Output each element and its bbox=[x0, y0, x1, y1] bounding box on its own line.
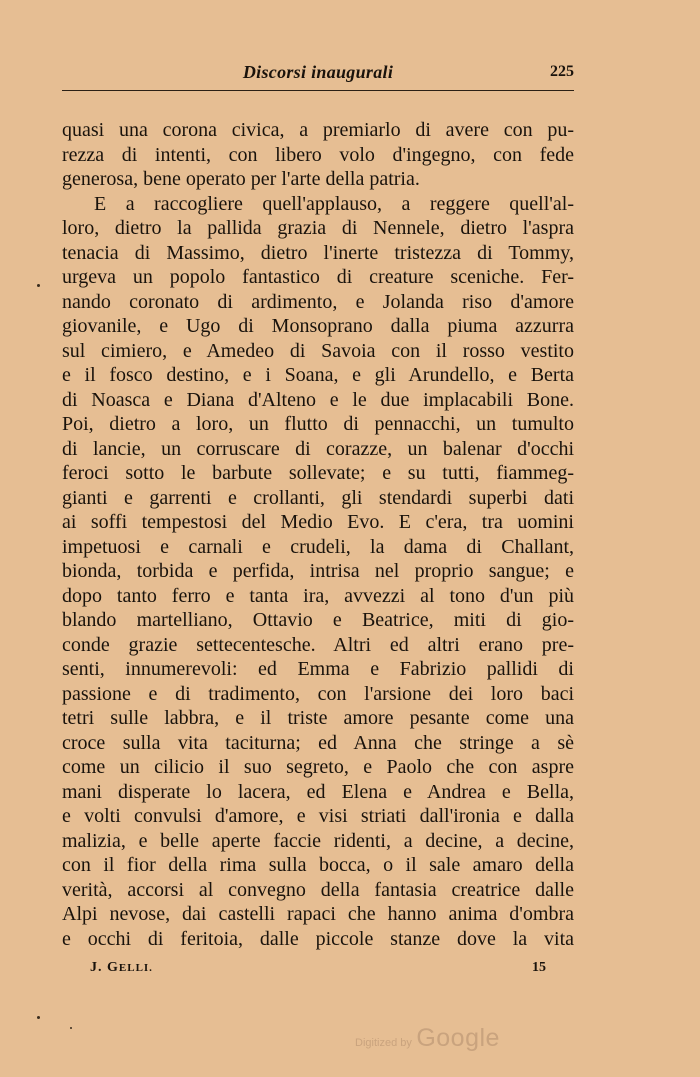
text-line: quasi una corona civica, a premiarlo di avere con pu- bbox=[62, 119, 574, 141]
text-line: passione e di tradimento, con l'arsione dei loro baci bbox=[62, 682, 574, 705]
text-line: e occhi di feritoia, dalle piccole stanze dove la vita bbox=[62, 927, 574, 950]
margin-dot bbox=[37, 1016, 40, 1019]
text-line: ai soffi tempestosi del Medio Evo. E c'era, tra uomini bbox=[62, 511, 574, 533]
text-line: gianti e garrenti e crollanti, gli stendardi superbi dati bbox=[62, 486, 574, 509]
digitized-watermark bbox=[355, 1024, 500, 1053]
text-line: sul cimiero, e Amedeo di Savoia con il rosso vestito bbox=[62, 339, 574, 362]
google-logo: Google bbox=[416, 1024, 500, 1052]
text-line: croce sulla vita taciturna; ed Anna che stringe a sè bbox=[62, 731, 574, 754]
text-line: tenacia di Massimo, dietro l'inerte tristezza di Tommy, bbox=[62, 241, 574, 264]
signature-mark: 15 bbox=[532, 960, 546, 975]
text-line: rezza di intenti, con libero volo d'ingegno, con fede bbox=[62, 143, 574, 166]
text-line: e volti convulsi d'amore, e visi striati dall'ironia e dalla bbox=[62, 805, 574, 827]
text-line: con il fior della rima sulla bocca, o il sale amaro della bbox=[62, 854, 574, 876]
text-line: Poi, dietro a loro, un flutto di pennacchi, un tumulto bbox=[62, 413, 574, 435]
body-text bbox=[62, 118, 574, 951]
text-line: loro, dietro la pallida grazia di Nennele, dietro l'aspra bbox=[62, 217, 574, 239]
text-line: nando coronato di ardimento, e Jolanda riso d'amore bbox=[62, 290, 574, 313]
text-line: senti, innumerevoli: ed Emma e Fabrizio pallidi di bbox=[62, 658, 574, 680]
text-line: mani disperate lo lacera, ed Elena e Andrea e Bella, bbox=[62, 780, 574, 803]
text-line: impetuosi e carnali e crudeli, la dama di Challant, bbox=[62, 535, 574, 558]
text-line: di Noasca e Diana d'Alteno e le due implacabili Bone. bbox=[62, 388, 574, 411]
footer bbox=[62, 960, 574, 982]
text-line: malizia, e belle aperte faccie ridenti, a decine, a decine, bbox=[62, 829, 574, 852]
text-line: bionda, torbida e perfida, intrisa nel proprio sangue; e bbox=[62, 560, 574, 582]
header-rule bbox=[62, 90, 574, 91]
signature-initial: J. G bbox=[90, 960, 119, 975]
signature bbox=[90, 960, 153, 976]
digitized-label: Digitized by bbox=[355, 1037, 412, 1049]
running-head bbox=[62, 62, 574, 88]
text-line: giovanile, e Ugo di Monsoprano dalla piuma azzurra bbox=[62, 315, 574, 337]
margin-dot bbox=[70, 1027, 72, 1029]
text-line: come un cilicio il suo segreto, e Paolo che con aspre bbox=[62, 756, 574, 778]
text-line: di lancie, un corruscare di corazze, un balenar d'occhi bbox=[62, 437, 574, 460]
text-line: conde grazie settecentesche. Altri ed altri erano pre- bbox=[62, 633, 574, 656]
text-line: blando martelliano, Ottavio e Beatrice, miti di gio- bbox=[62, 609, 574, 631]
text-line: dopo tanto ferro e tanta ira, avvezzi al tono d'un più bbox=[62, 584, 574, 607]
text-line: e il fosco destino, e i Soana, e gli Arundello, e Berta bbox=[62, 364, 574, 386]
text-line: E a raccogliere quell'applauso, a reggere quell'al- bbox=[94, 192, 574, 215]
running-title: Discorsi inaugurali bbox=[242, 62, 394, 82]
text-line: verità, accorsi al convegno della fantasia creatrice dalle bbox=[62, 878, 574, 901]
text-line: tetri sulle labbra, e il triste amore pesante come una bbox=[62, 707, 574, 729]
text-line: feroci sotto le barbute sollevate; e su tutti, fiammeg- bbox=[62, 462, 574, 484]
margin-dot bbox=[37, 284, 40, 287]
signature-rest: ELLI. bbox=[118, 962, 153, 974]
text-line: Alpi nevose, dai castelli rapaci che hanno anima d'ombra bbox=[62, 903, 574, 925]
page-number: 225 bbox=[550, 63, 574, 80]
text-line: urgeva un popolo fantastico di creature sceniche. Fer- bbox=[62, 266, 574, 288]
text-line: generosa, bene operato per l'arte della patria. bbox=[62, 168, 420, 190]
